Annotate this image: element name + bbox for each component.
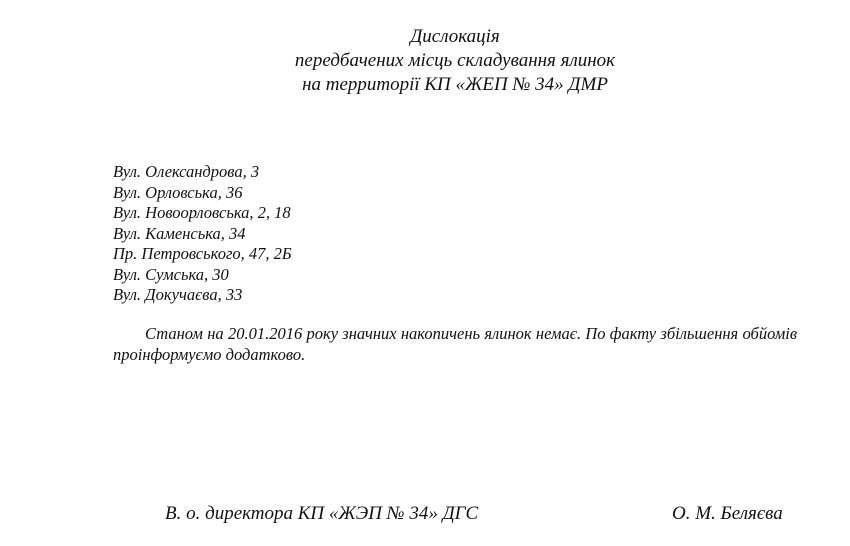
title-line-2: передбачених місць складування ялинок: [294, 50, 616, 71]
address-item: Вул. Олександрова, 3: [113, 162, 260, 181]
title-line-3: на территорії КП «ЖЕП № 34» ДМР: [302, 74, 608, 95]
address-item: Пр. Петровського, 47, 2Б: [113, 244, 292, 263]
address-item: Вул. Новоорловська, 2, 18: [113, 203, 291, 222]
document-title: [0, 25, 850, 97]
address-item: Вул. Сумська, 30: [113, 264, 229, 284]
address-item: Вул. Каменська, 34: [113, 223, 246, 243]
address-item: Вул. Докучаєва, 33: [113, 285, 243, 304]
signatory-position: В. о. директора КП «ЖЭП № 34» ДГС: [165, 503, 479, 524]
address-item: Вул. Орловська, 36: [113, 182, 243, 202]
status-paragraph: Станом на 20.01.2016 року значних накопичень ялинок немає. По факту збільшення обйомів проінформуємо додатково.: [113, 324, 797, 364]
signatory-name: О. М. Беляєва: [672, 503, 783, 524]
title-line-1: Дислокація: [410, 26, 500, 47]
address-list: [113, 162, 292, 306]
